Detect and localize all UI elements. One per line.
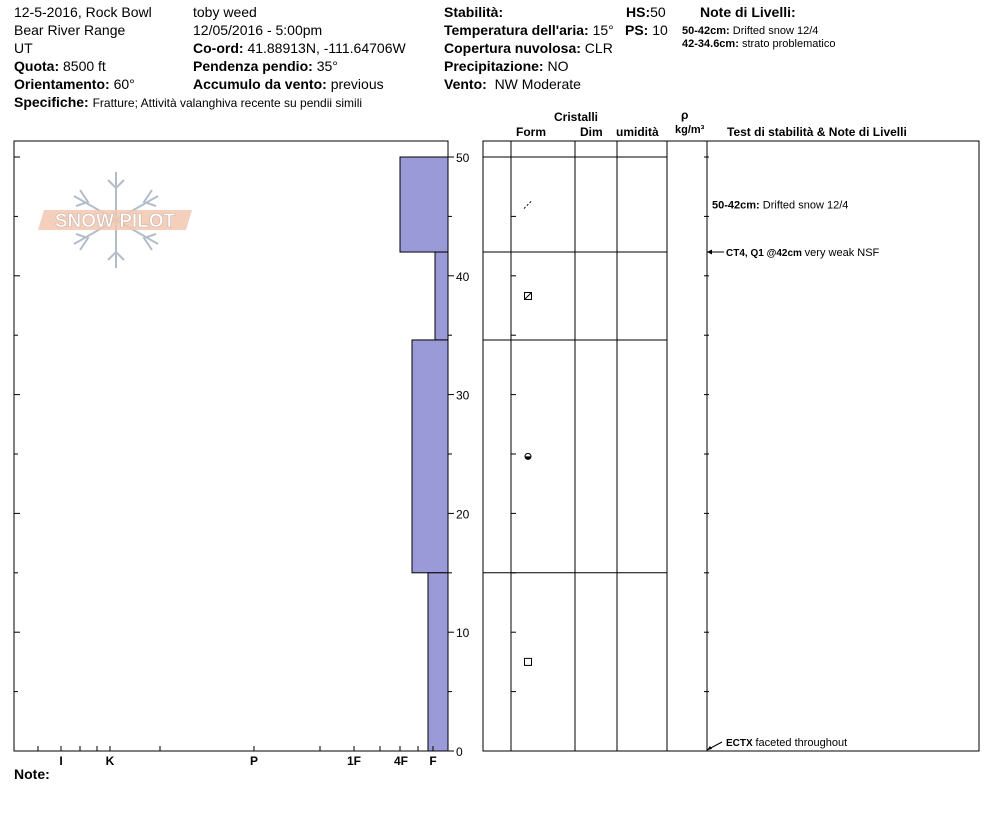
x-tick-label: F <box>429 754 437 768</box>
grain-symbol-rounding-facets-icon <box>525 453 531 459</box>
test-arrow-head <box>707 746 712 750</box>
coordinates: Co-ord: 41.88913N, -111.64706W <box>193 40 406 56</box>
hardness-bar-4 <box>428 573 448 751</box>
layer-note-range: 50-42cm: <box>712 199 763 212</box>
sky-cover: Copertura nuvolosa: CLR <box>444 40 613 56</box>
moisture-header: umidità <box>616 125 659 139</box>
test-text: faceted throughout <box>755 737 848 749</box>
test-arrow-head <box>707 250 712 255</box>
precipitation: Precipitazione: NO <box>444 58 569 74</box>
layer-note-chart <box>712 200 848 212</box>
y-tick-label: 40 <box>456 269 470 284</box>
x-tick-label: 1F <box>346 754 362 768</box>
y-tick-label: 20 <box>456 507 470 522</box>
layer-notes-title: Note di Livelli: <box>700 4 796 20</box>
date-location: 12-5-2016, Rock Bowl <box>14 4 152 20</box>
layer-note-1: 50-42cm: Drifted snow 12/4 <box>682 25 819 37</box>
grain-symbol-mixed-forms-icon <box>525 292 532 299</box>
wind-loading: Accumulo da vento: previous <box>193 76 384 92</box>
crystals-header: Cristalli <box>554 110 599 124</box>
stability-test-1 <box>707 247 880 259</box>
observer: toby weed <box>193 4 257 20</box>
hs-value: HS:50 <box>626 4 666 20</box>
y-tick-labels <box>456 151 470 759</box>
x-tick-label: I <box>59 754 63 768</box>
note-label: Note: <box>14 766 50 782</box>
hardness-bar-2 <box>435 252 448 340</box>
grain-slash <box>524 201 532 209</box>
range-name: Bear River Range <box>14 22 126 38</box>
hardness-bar-1 <box>400 157 448 252</box>
aspect: Orientamento: 60° <box>14 76 135 92</box>
tests-notes-header: Test di stabilità & Note di Livelli <box>727 125 907 139</box>
stability-tests <box>707 200 880 750</box>
layer-note-2: 42-34.6cm: strato problematico <box>682 38 836 50</box>
grain-form-symbols <box>524 201 532 666</box>
ps-value: PS: 10 <box>625 22 668 38</box>
y-tick-label: 10 <box>456 626 470 641</box>
test-text: very weak NSF <box>804 247 880 260</box>
hardness-bars <box>400 157 448 751</box>
state: UT <box>14 40 33 56</box>
grain-square <box>525 658 532 665</box>
elevation: Quota: 8500 ft <box>14 58 106 74</box>
rho-header: ρ <box>681 108 689 122</box>
hardness-bar-3 <box>412 340 448 573</box>
grain-symbol-decomposing-icon <box>524 201 532 209</box>
test-code: ECTX <box>726 738 756 749</box>
density-header: kg/m³ <box>675 124 705 136</box>
x-tick-label: K <box>105 754 115 768</box>
layer-note-text: Drifted snow 12/4 <box>762 199 849 212</box>
grain-diagonal <box>525 292 532 299</box>
slope-angle: Pendenza pendio: 35° <box>193 58 338 74</box>
form-header: Form <box>516 125 546 139</box>
test-code: CT4, Q1 @42cm <box>726 248 805 260</box>
stability-test-2 <box>707 737 847 750</box>
svg-text:SNOW PILOT: SNOW PILOT <box>54 211 176 232</box>
grain-symbol-faceted-icon <box>525 658 532 665</box>
x-tick-label: P <box>249 754 259 768</box>
right-chart-frame <box>483 141 979 751</box>
specifics: Specifiche: Fratture; Attività valanghiva recente su pendii simili <box>14 94 363 110</box>
snowpilot-logo <box>36 168 196 272</box>
y-tick-label: 30 <box>456 388 470 403</box>
test-label <box>726 247 880 259</box>
wind: Vento: NW Moderate <box>444 76 581 92</box>
datetime: 12/05/2016 - 5:00pm <box>193 22 323 38</box>
stability-label: Stabilità: <box>444 4 504 20</box>
x-tick-labels <box>59 754 436 768</box>
size-header: Dim <box>580 125 603 139</box>
air-temperature: Temperatura dell'aria: 15° <box>444 22 614 38</box>
y-tick-label: 50 <box>456 151 470 165</box>
x-tick-label: 4F <box>393 754 409 768</box>
y-tick-label: 0 <box>456 745 463 759</box>
test-label <box>726 737 847 749</box>
